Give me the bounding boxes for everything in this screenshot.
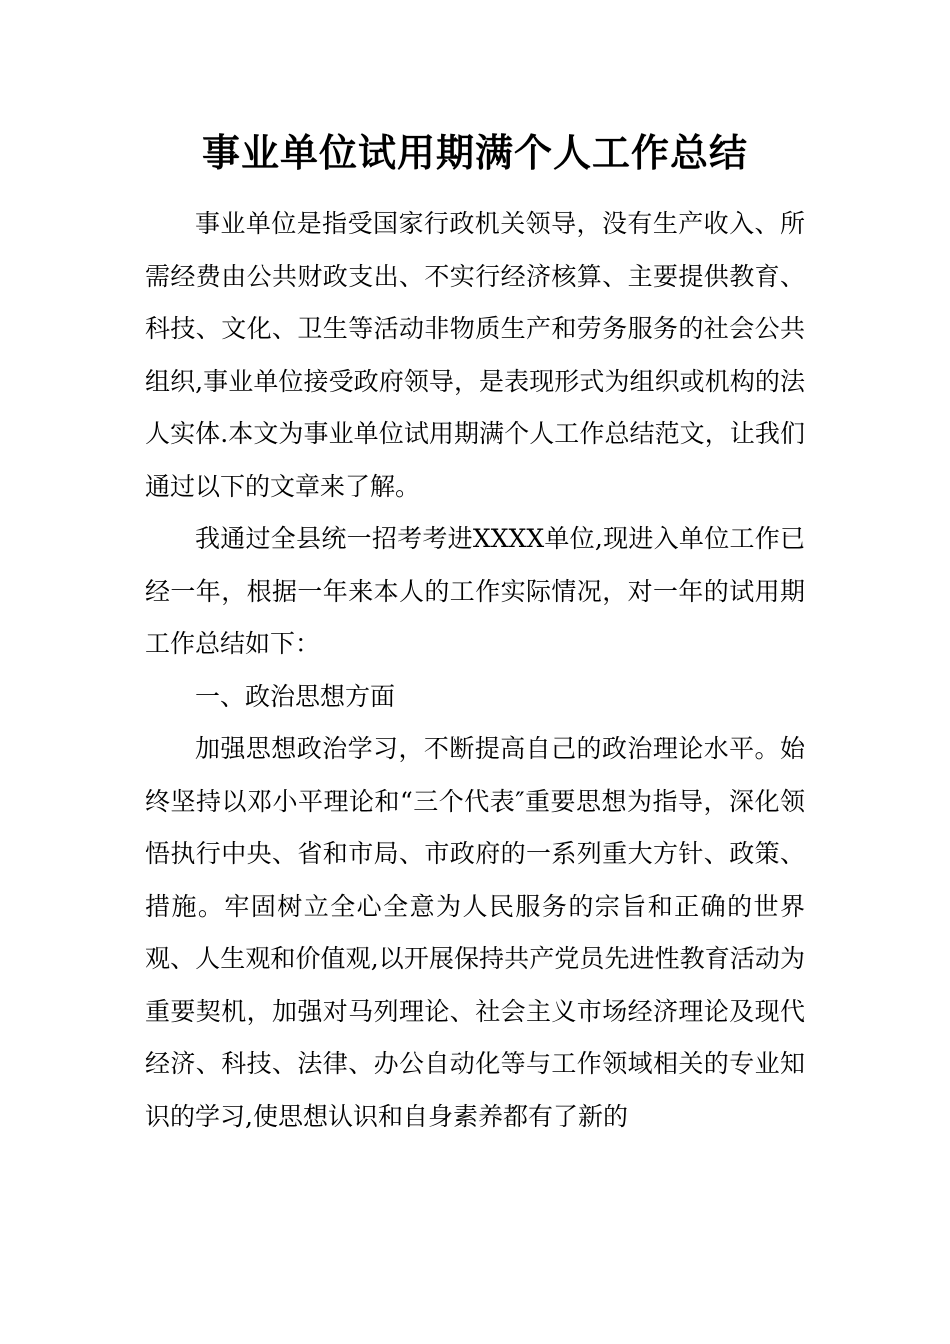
document-body xyxy=(145,198,805,1143)
paragraph-intro: 事业单位是指受国家行政机关领导，没有生产收入、所需经费由公共财政支出、不实行经济核算、主要提供教育、科技、文化、卫生等活动非物质生产和劳务服务的社会公共组织,事业单位接受政府领导，是表现形式为组织或机构的法人实体.本文为事业单位试用期满个人工作总结范文，让我们通过以下的文章来了解。 xyxy=(145,209,805,501)
section-heading-political: 一、政治思想方面 xyxy=(195,681,396,711)
document-title: 事业单位试用期满个人工作总结 xyxy=(201,130,748,175)
paragraph-political-study: 加强思想政治学习，不断提高自己的政治理论水平。始终坚持以邓小平理论和“三个代表″重要思想为指导，深化领悟执行中央、省和市局、市政府的一系列重大方针、政策、措施。牢固树立全心全意为人民服务的宗旨和正确的世界观、人生观和价值观,以开展保持共产党员先进性教育活动为重要契机，加强对马列理论、社会主义市场经济理论及现代经济、科技、法律、办公自动化等与工作领域相关的专业知识的学习,使思想认识和自身素养都有了新的 xyxy=(145,734,805,1131)
paragraph-overview: 我通过全县统一招考考进XXXX单位,现进入单位工作已经一年，根据一年来本人的工作实际情况，对一年的试用期工作总结如下： xyxy=(145,524,805,658)
